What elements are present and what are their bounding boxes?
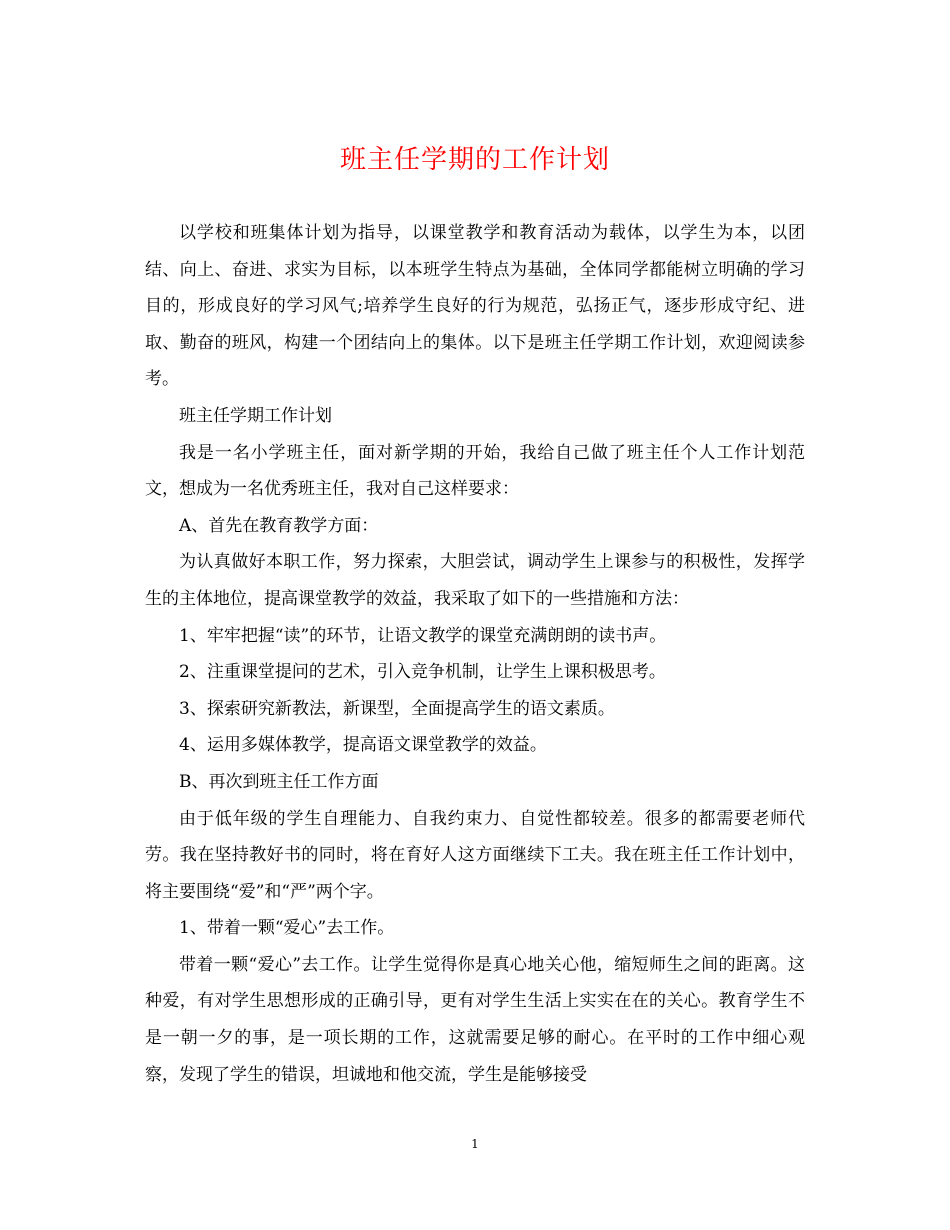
paragraph-subtitle: 班主任学期工作计划	[179, 405, 332, 426]
document-title: 班主任学期的工作计划	[339, 145, 610, 175]
list-item-1: 1、牢牢把握“读”的环节，让语文教学的课堂充满朗朗的读书声。	[179, 625, 667, 646]
paragraph-self-intro: 我是一名小学班主任，面对新学期的开始，我给自己做了班主任个人工作计划范文，想成为一名优秀班主任，我对自己这样要求：	[145, 442, 805, 500]
list-item-4: 4、运用多媒体教学，提高语文课堂教学的效益。	[179, 735, 547, 756]
paragraph-intro: 以学校和班集体计划为指导，以课堂教学和教育活动为载体，以学生为本，以团结、向上、奋进、求实为目标，以本班学生特点为基础，全体同学都能树立明确的学习目的，形成良好的学习风气;培养学生良好的行为规范，弘扬正气，逐步形成守纪、进取、勤奋的班风，构建一个团结向上的集体。以下是班主任学期工作计划，欢迎阅读参考。	[145, 223, 805, 390]
document-body	[145, 215, 805, 1093]
paragraph-love-detail: 带着一颗“爱心”去工作。让学生觉得你是真心地关心他，缩短师生之间的距离。这种爱，有对学生思想形成的正确引导，更有对学生生活上实实在在的关心。教育学生不是一朝一夕的事，是一项长期的工作，这就需要足够的耐心。在平时的工作中细心观察，发现了学生的错误，坦诚地和他交流，学生是能够接受	[145, 954, 805, 1085]
sub-heading-love: 1、带着一颗“爱心”去工作。	[179, 918, 395, 939]
list-item-3: 3、探索研究新教法，新课型，全面提高学生的语文素质。	[179, 698, 615, 719]
paragraph-teaching-measures: 为认真做好本职工作，努力探索，大胆尝试，调动学生上课参与的积极性，发挥学生的主体地位，提高课堂教学的效益，我采取了如下的一些措施和方法：	[145, 552, 805, 609]
list-item-2: 2、注重课堂提问的艺术，引入竞争机制，让学生上课积极思考。	[179, 662, 666, 683]
section-heading-a: A、首先在教育教学方面：	[179, 515, 379, 536]
section-heading-b: B、再次到班主任工作方面	[179, 771, 379, 792]
paragraph-class-management: 由于低年级的学生自理能力、自我约束力、自觉性都较差。很多的都需要老师代劳。我在坚持教好书的同时，将在育好人这方面继续下工夫。我在班主任工作计划中，将主要围绕“爱”和“严”两个字。	[145, 808, 805, 902]
page-number: 1	[471, 1137, 479, 1151]
